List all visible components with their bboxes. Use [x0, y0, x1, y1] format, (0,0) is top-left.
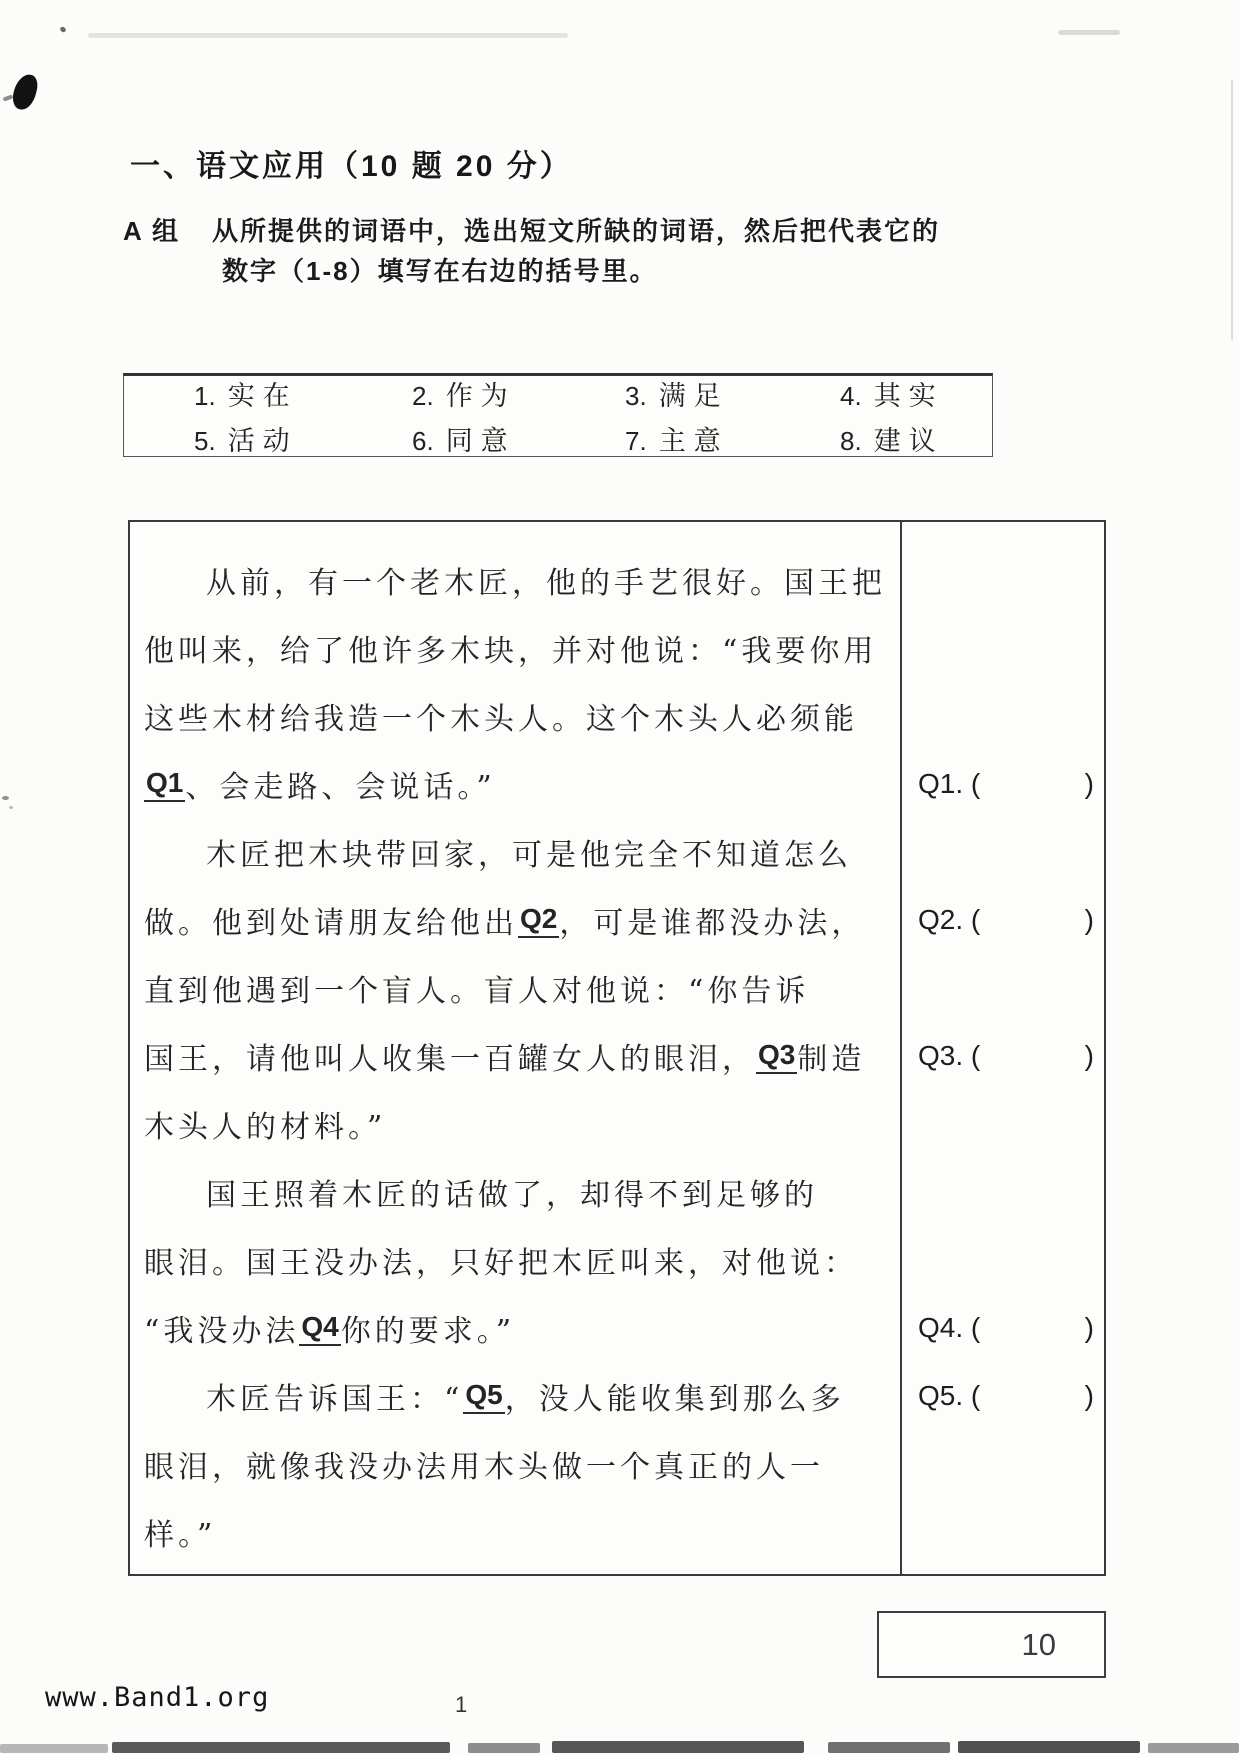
passage-line: [144, 1498, 900, 1566]
passage-line: [144, 1226, 900, 1294]
passage-text: 眼泪。国王没办法，只好把木匠叫来，对他说：: [144, 1246, 858, 1281]
word-bank-word: 同意: [445, 426, 516, 457]
passage-box: [128, 520, 1106, 1576]
word-bank-number: 2.: [412, 381, 434, 411]
word-bank-item: [194, 374, 412, 413]
passage-line: [144, 1362, 900, 1430]
passage-text: 样。”: [144, 1518, 217, 1553]
passage-text: 制造: [797, 1042, 866, 1077]
score-value: 10: [1021, 1626, 1056, 1662]
group-label: A 组: [123, 216, 181, 246]
passage-lines: [130, 522, 900, 1574]
answer-bracket-close: ): [1084, 768, 1094, 799]
word-bank-number: 7.: [625, 426, 647, 456]
answer-label: Q5. (: [918, 1380, 981, 1411]
instructions-line-2: 数字（1-8）填写在右边的括号里。: [222, 256, 658, 286]
scan-strip-artifact: [0, 1739, 1239, 1754]
passage-text: 木匠把木块带回家，可是他完全不知道怎么: [206, 838, 852, 873]
blank-reference: Q3: [756, 1039, 797, 1074]
word-bank-item: [625, 419, 840, 458]
answer-bracket-close: ): [1084, 1040, 1094, 1071]
passage-line: [144, 546, 900, 614]
word-bank-word: 活动: [227, 426, 298, 457]
answer-row: [918, 763, 1094, 805]
word-bank-number: 4.: [840, 381, 862, 411]
passage-text: 木匠告诉国王：“: [206, 1382, 464, 1417]
passage-text: 做。他到处请朋友给他出: [144, 906, 518, 941]
scan-smudge-artifact: [1058, 30, 1120, 35]
blank-reference: Q4: [299, 1311, 340, 1346]
passage-line: [144, 818, 900, 886]
answer-bracket-close: ): [1084, 1380, 1094, 1411]
passage-line: [144, 1090, 900, 1158]
passage-text: 国王，请他叫人收集一百罐女人的眼泪，: [144, 1042, 756, 1077]
passage-line: [144, 886, 900, 954]
answer-bracket-close: ): [1084, 1312, 1094, 1343]
passage-line: [144, 614, 900, 682]
passage-line: [144, 1294, 900, 1362]
scan-edge-artifact: [1231, 80, 1233, 340]
word-bank-word: 主意: [658, 426, 729, 457]
answer-row: [918, 1035, 1094, 1077]
instructions-line-1: [123, 211, 940, 248]
word-bank-number: 6.: [412, 426, 434, 456]
page-number: 1: [455, 1692, 468, 1717]
word-bank-number: 5.: [194, 426, 216, 456]
word-bank-word: 作为: [445, 381, 516, 412]
scan-dot-artifact: [59, 26, 67, 34]
blank-reference: Q5: [463, 1379, 504, 1414]
answer-bracket-close: ): [1084, 904, 1094, 935]
word-bank-word: 其实: [873, 381, 944, 412]
score-box: [877, 1611, 1106, 1678]
word-bank-item: [625, 374, 840, 413]
section-title: 一、语文应用（10 题 20 分）: [130, 150, 573, 183]
word-bank-word: 满足: [658, 381, 729, 412]
passage-text: 眼泪，就像我没办法用木头做一个真正的人一: [144, 1450, 824, 1485]
word-bank-item: [194, 419, 412, 458]
blank-reference: Q2: [518, 903, 559, 938]
ink-blob-artifact: [10, 72, 40, 112]
answer-label: Q2. (: [918, 904, 981, 935]
word-bank-item: [412, 419, 625, 458]
passage-line: [144, 1430, 900, 1498]
passage-text: 这些木材给我造一个木头人。这个木头人必须能: [144, 702, 858, 737]
answer-label: Q4. (: [918, 1312, 981, 1343]
word-bank-number: 1.: [194, 381, 216, 411]
word-bank-item: [412, 374, 625, 413]
passage-text: ，没人能收集到那么多: [504, 1382, 845, 1417]
word-bank-word: 实在: [227, 381, 298, 412]
answer-row: [918, 1307, 1094, 1349]
blank-reference: Q1: [144, 767, 185, 802]
passage-line: [144, 682, 900, 750]
passage-line: [144, 1022, 900, 1090]
footer-site-url: www.Band1.org: [45, 1682, 270, 1713]
word-bank-item: [840, 374, 992, 413]
scan-smudge-artifact: [88, 33, 568, 38]
passage-text: ，可是谁都没办法，: [559, 906, 866, 941]
passage-line: [144, 750, 900, 818]
word-bank-grid: [123, 373, 993, 457]
ink-smear-artifact: [3, 94, 14, 101]
passage-text: 你的要求。”: [340, 1314, 516, 1349]
passage-text: 直到他遇到一个盲人。盲人对他说：“你告诉: [144, 974, 810, 1009]
word-bank-number: 3.: [625, 381, 647, 411]
passage-text: 、会走路、会说话。”: [185, 770, 496, 805]
passage-text: “我没办法: [144, 1314, 300, 1349]
answer-label: Q1. (: [918, 768, 981, 799]
passage-text: 他叫来，给了他许多木块，并对他说：“我要你用: [144, 634, 878, 669]
passage-text: 从前，有一个老木匠，他的手艺很好。国王把: [206, 566, 886, 601]
passage-text: 国王照着木匠的话做了，却得不到足够的: [206, 1178, 818, 1213]
passage-line: [144, 954, 900, 1022]
answer-column: [900, 522, 1104, 1574]
word-bank-number: 8.: [840, 426, 862, 456]
answer-label: Q3. (: [918, 1040, 981, 1071]
passage-line: [144, 1158, 900, 1226]
instructions-text: 从所提供的词语中，选出短文所缺的词语，然后把代表它的: [212, 216, 941, 246]
passage-text: 木头人的材料。”: [144, 1110, 387, 1145]
word-bank-word: 建议: [873, 426, 944, 457]
word-bank-item: [840, 419, 992, 458]
answer-row: [918, 899, 1094, 941]
answer-row: [918, 1375, 1094, 1417]
